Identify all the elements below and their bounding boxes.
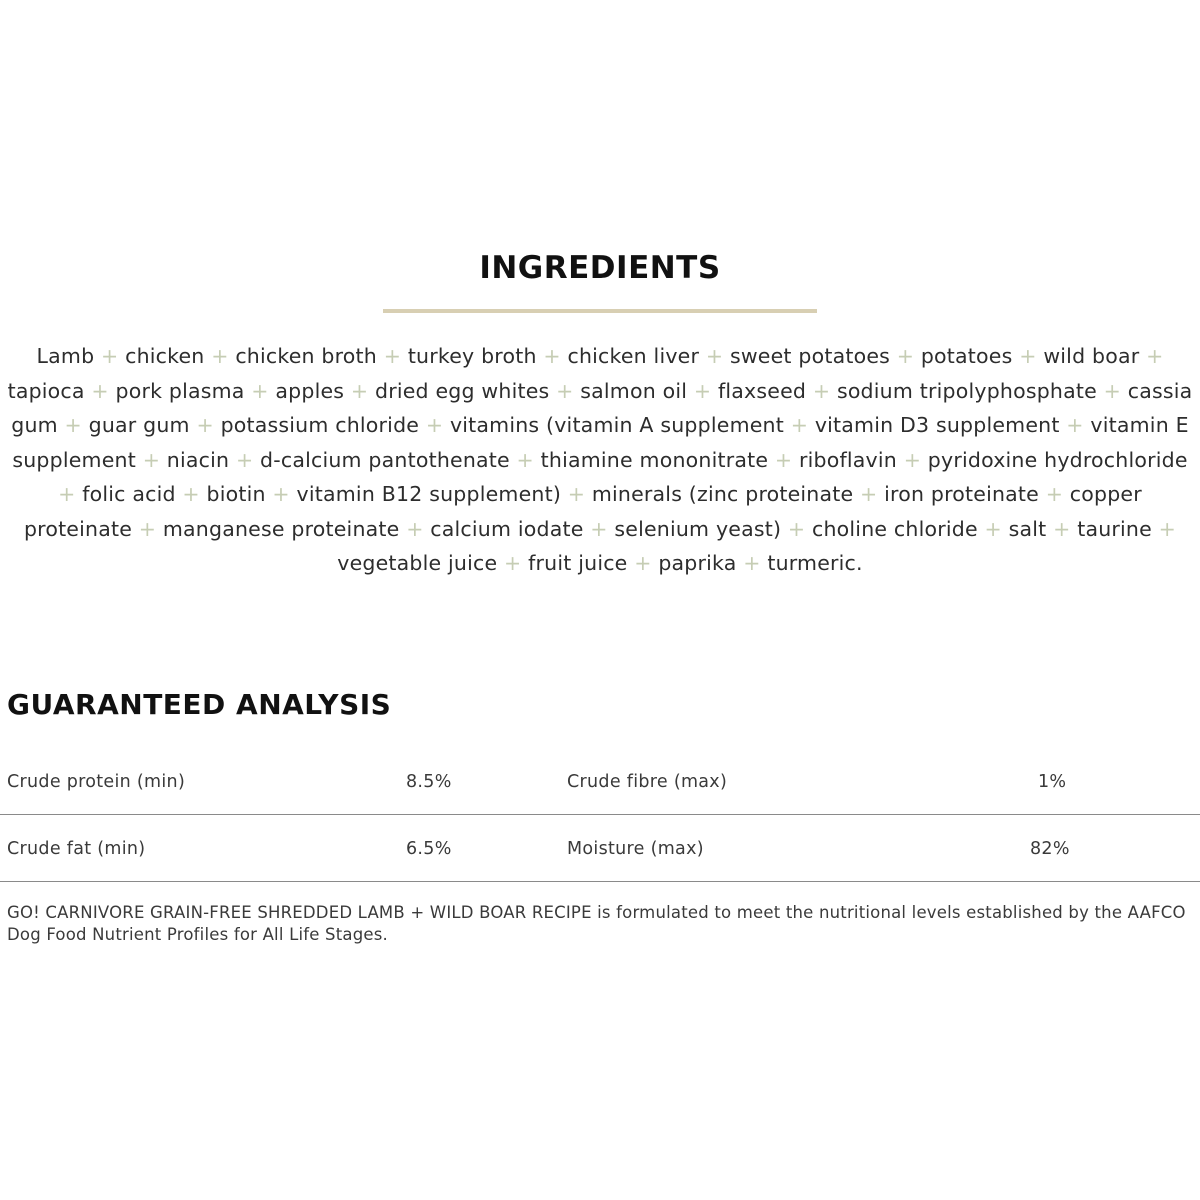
analysis-label: Crude fat (min) — [7, 839, 146, 859]
plus-separator: + — [58, 482, 76, 506]
ingredient-item: thiamine mononitrate — [540, 447, 769, 472]
analysis-label: Crude protein (min) — [7, 772, 186, 792]
analysis-label: Crude fibre (max) — [567, 772, 728, 792]
plus-separator: + — [896, 344, 915, 368]
ingredient-item: manganese proteinate — [162, 516, 400, 541]
ingredient-item: choline chloride — [812, 516, 978, 541]
ingredient-item: selenium yeast) — [614, 516, 782, 541]
plus-separator: + — [1019, 344, 1037, 368]
ingredient-item: salt — [1008, 516, 1047, 541]
plus-separator: + — [787, 516, 806, 541]
ingredient-item: paprika — [658, 551, 737, 575]
plus-separator: + — [251, 378, 269, 403]
ingredient-item: vitamin E supplement — [12, 413, 1189, 472]
analysis-label: Moisture (max) — [567, 839, 704, 859]
plus-separator: + — [590, 516, 608, 541]
plus-separator: + — [138, 516, 157, 541]
ingredient-item: copper proteinate — [23, 482, 1142, 541]
ingredients-divider — [383, 309, 817, 313]
plus-separator: + — [64, 413, 82, 437]
ingredient-item: vitamins (vitamin A supplement — [449, 413, 784, 437]
plus-separator: + — [567, 482, 586, 506]
ingredient-item: biotin — [206, 482, 266, 506]
ingredient-item: folic acid — [82, 482, 176, 506]
plus-separator: + — [790, 413, 809, 437]
ingredient-item: fruit juice — [528, 551, 628, 575]
plus-separator: + — [693, 378, 712, 403]
ingredient-item: turmeric. — [767, 551, 863, 575]
ingredient-item: dried egg whites — [375, 378, 550, 403]
ingredient-item: calcium iodate — [430, 516, 584, 541]
ingredient-item: vitamin D3 supplement — [814, 413, 1060, 437]
ingredient-item: pyridoxine hydrochloride — [927, 447, 1188, 472]
analysis-table — [0, 748, 1200, 882]
plus-separator: + — [196, 413, 214, 437]
ingredient-item: cassia gum — [11, 378, 1193, 437]
analysis-row — [0, 748, 1200, 815]
ingredient-item: sweet potatoes — [729, 344, 891, 368]
ingredient-item: d-calcium pantothenate — [260, 447, 510, 472]
plus-separator: + — [543, 344, 561, 368]
ingredient-item: vegetable juice — [337, 551, 498, 575]
ingredient-item: riboflavin — [798, 447, 897, 472]
analysis-value: 82% — [1030, 839, 1070, 859]
ingredient-item: chicken broth — [235, 344, 377, 368]
plus-separator: + — [91, 378, 109, 403]
plus-separator: + — [1045, 482, 1064, 506]
plus-separator: + — [1066, 413, 1084, 437]
ingredient-item: sodium tripolyphosphate — [836, 378, 1097, 403]
ingredient-item: chicken — [125, 344, 205, 368]
plus-separator: + — [860, 482, 878, 506]
aafco-statement: GO! CARNIVORE GRAIN-FREE SHREDDED LAMB + WILD BOAR RECIPE is formulated to meet the nutritional levels established by the AAFCO Dog Food Nutrient Profiles for All Life Stages. — [7, 903, 1186, 944]
ingredient-item: potassium chloride — [220, 413, 420, 437]
plus-separator: + — [1158, 516, 1177, 541]
ingredient-item: Lamb — [36, 344, 95, 368]
plus-separator: + — [984, 516, 1002, 541]
ingredient-item: wild boar — [1043, 344, 1140, 368]
plus-separator: + — [235, 447, 254, 472]
ingredients-title: INGREDIENTS — [479, 250, 721, 286]
plus-separator: + — [211, 344, 229, 368]
plus-separator: + — [903, 447, 922, 472]
analysis-value: 6.5% — [406, 839, 452, 859]
plus-separator: + — [425, 413, 444, 437]
plus-separator: + — [504, 551, 522, 575]
plus-separator: + — [743, 551, 761, 575]
ingredient-item: potatoes — [920, 344, 1013, 368]
ingredient-item: iron proteinate — [884, 482, 1039, 506]
plus-separator: + — [634, 551, 652, 575]
plus-separator: + — [516, 447, 534, 472]
ingredient-item: guar gum — [88, 413, 190, 437]
plus-separator: + — [774, 447, 793, 472]
ingredient-item: pork plasma — [115, 378, 245, 403]
ingredient-item: apples — [275, 378, 345, 403]
plus-separator: + — [705, 344, 724, 368]
plus-separator: + — [1103, 378, 1122, 403]
plus-separator: + — [812, 378, 831, 403]
ingredient-item: taurine — [1077, 516, 1152, 541]
plus-separator: + — [142, 447, 161, 472]
plus-separator: + — [406, 516, 424, 541]
analysis-value: 8.5% — [406, 772, 452, 792]
ingredient-item: niacin — [166, 447, 230, 472]
ingredient-item: chicken liver — [567, 344, 700, 368]
plus-separator: + — [1053, 516, 1071, 541]
ingredient-item: minerals (zinc proteinate — [591, 482, 854, 506]
plus-separator: + — [350, 378, 369, 403]
plus-separator: + — [556, 378, 574, 403]
ingredient-item: salmon oil — [580, 378, 688, 403]
plus-separator: + — [1146, 344, 1164, 368]
ingredients-list — [2, 339, 1198, 581]
ingredient-item: tapioca — [7, 378, 85, 403]
ingredient-item: vitamin B12 supplement) — [296, 482, 562, 506]
plus-separator: + — [182, 482, 200, 506]
analysis-row — [0, 815, 1200, 882]
analysis-title: GUARANTEED ANALYSIS — [7, 688, 392, 721]
analysis-value: 1% — [1038, 772, 1067, 792]
plus-separator: + — [383, 344, 402, 368]
ingredient-item: turkey broth — [407, 344, 537, 368]
ingredient-item: flaxseed — [717, 378, 807, 403]
plus-separator: + — [272, 482, 290, 506]
plus-separator: + — [101, 344, 119, 368]
